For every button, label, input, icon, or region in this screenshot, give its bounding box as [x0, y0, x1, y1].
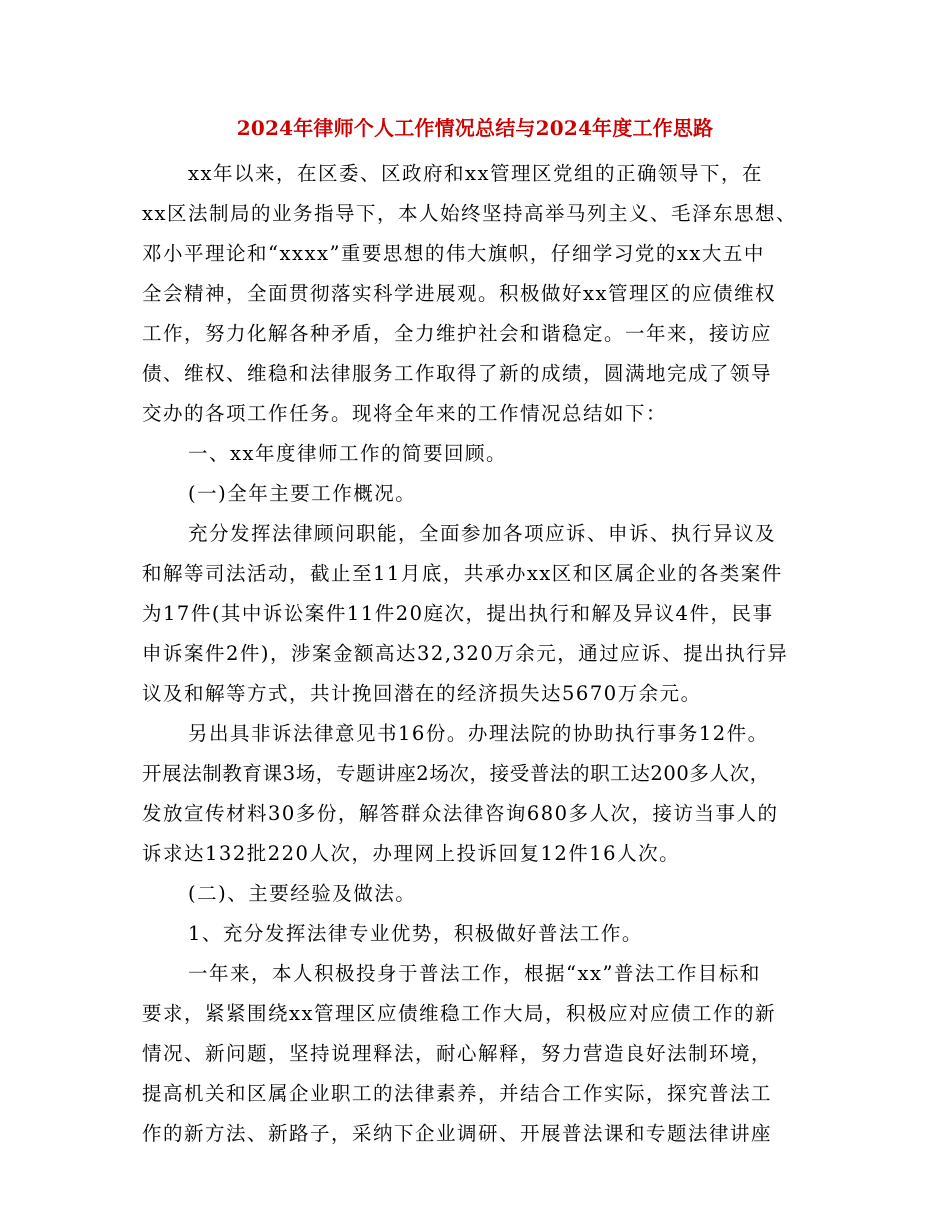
paragraph-line: 诉求达132批220人次，办理网上投诉回复12件16人次。 [142, 842, 681, 865]
item-heading: 1、充分发挥法律专业优势，积极做好普法工作。 [188, 922, 643, 945]
subsection-heading: (一)全年主要工作概况。 [188, 482, 417, 505]
paragraph-line: 债、维权、维稳和法律服务工作取得了新的成绩，圆满地完成了领导 [142, 362, 773, 385]
paragraph-line: 情况、新问题，坚持说理释法，耐心解释，努力营造良好法制环境， [142, 1042, 773, 1065]
document-title: 2024年律师个人工作情况总结与2024年度工作思路 [236, 116, 714, 140]
paragraph-line: 邓小平理论和“xxxx”重要思想的伟大旗帜，仔细学习党的xx大五中 [142, 242, 765, 265]
paragraph-line: 开展法制教育课3场，专题讲座2场次，接受普法的职工达200多人次， [142, 762, 770, 785]
paragraph-line: xx年以来，在区委、区政府和xx管理区党组的正确领导下，在 [188, 162, 763, 185]
paragraph-line: 发放宣传材料30多份，解答群众法律咨询680多人次，接访当事人的 [142, 802, 779, 825]
paragraph-line: 充分发挥法律顾问职能，全面参加各项应诉、申诉、执行异议及 [188, 522, 777, 545]
paragraph-line: 另出具非诉法律意见书16份。办理法院的协助执行事务12件。 [188, 722, 769, 745]
paragraph-line: xx区法制局的业务指导下，本人始终坚持高举马列主义、毛泽东思想、 [142, 202, 797, 225]
paragraph-line: 交办的各项工作任务。现将全年来的工作情况总结如下： [142, 402, 668, 425]
section-heading: 一、xx年度律师工作的简要回顾。 [188, 442, 507, 465]
paragraph-line: 为17件(其中诉讼案件11件20庭次，提出执行和解及异议4件，民事 [142, 602, 774, 625]
paragraph-line: 全会精神，全面贯彻落实科学进展观。积极做好xx管理区的应债维权 [142, 282, 776, 305]
paragraph-line: 和解等司法活动，截止至11月底，共承办xx区和区属企业的各类案件 [142, 562, 783, 585]
subsection-heading: (二)、主要经验及做法。 [188, 882, 417, 905]
paragraph-line: 要求，紧紧围绕xx管理区应债维稳工作大局，积极应对应债工作的新 [142, 1002, 776, 1025]
paragraph-line: 一年来，本人积极投身于普法工作，根据“xx”普法工作目标和 [188, 962, 761, 985]
paragraph-line: 议及和解等方式，共计挽回潜在的经济损失达5670万余元。 [142, 682, 702, 705]
paragraph-line: 申诉案件2件)，涉案金额高达32,320万余元，通过应诉、提出执行异 [142, 642, 789, 665]
paragraph-line: 提高机关和区属企业职工的法律素养，并结合工作实际，探究普法工 [142, 1082, 773, 1105]
paragraph-line: 工作，努力化解各种矛盾，全力维护社会和谐稳定。一年来，接访应 [142, 322, 773, 345]
paragraph-line: 作的新方法、新路子，采纳下企业调研、开展普法课和专题法律讲座 [142, 1122, 773, 1145]
